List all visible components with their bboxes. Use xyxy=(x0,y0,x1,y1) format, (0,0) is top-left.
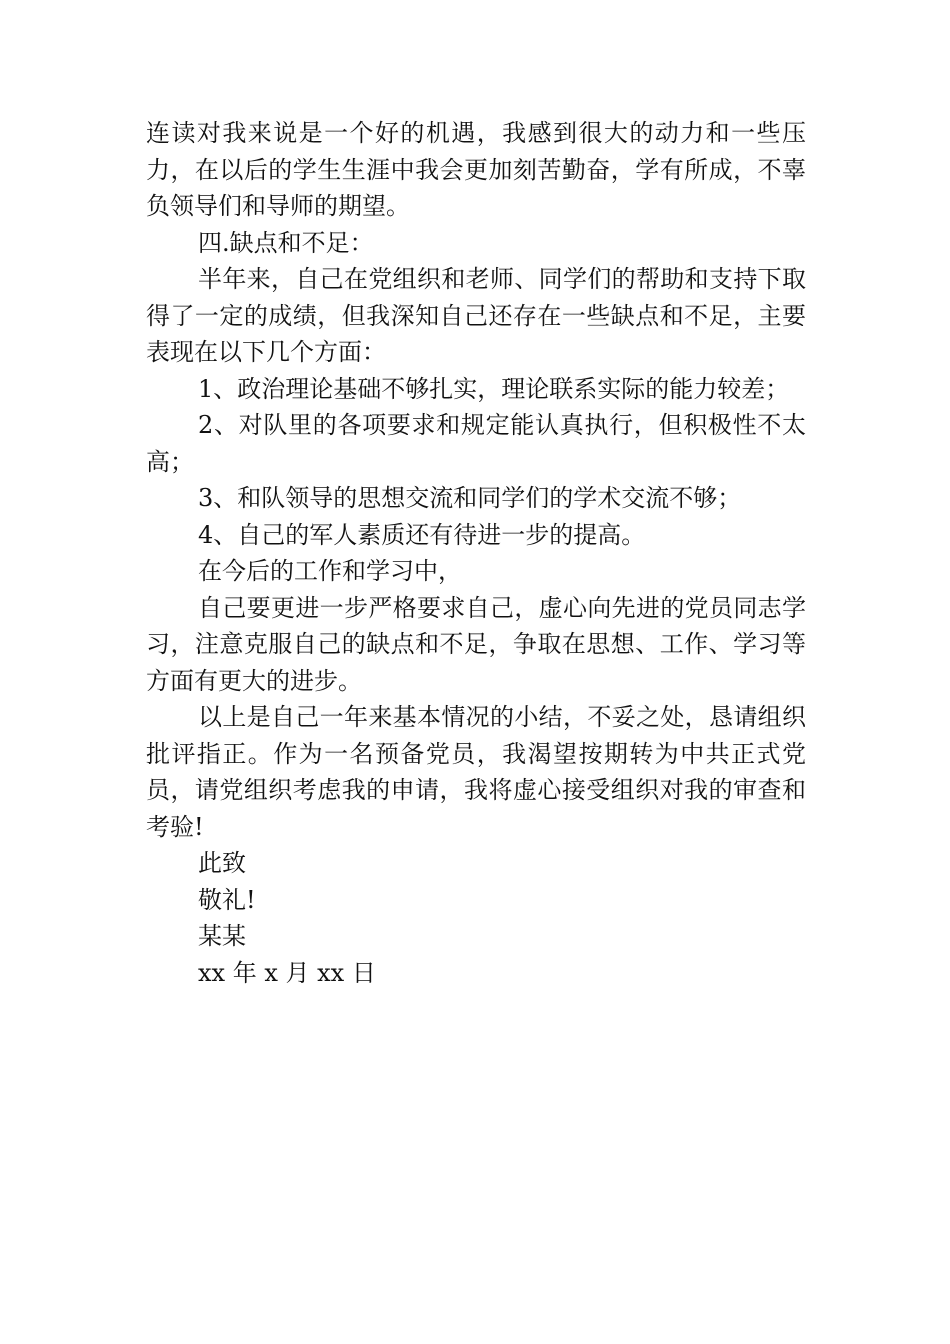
paragraph-continuation: 连读对我来说是一个好的机遇，我感到很大的动力和一些压力，在以后的学生生涯中我会更加刻苦勤奋，学有所成，不辜负领导们和导师的期望。 xyxy=(146,119,806,220)
list-item-1: 1、政治理论基础不够扎实，理论联系实际的能力较差； xyxy=(198,374,790,403)
document-body xyxy=(146,115,806,991)
list-item-4: 4、自己的军人素质还有待进一步的提高。 xyxy=(198,520,646,549)
signature-name: 某某 xyxy=(198,922,246,950)
paragraph-shortcomings-intro: 半年来，自己在党组织和老师、同学们的帮助和支持下取得了一定的成绩，但我深知自己还存在一些缺点和不足，主要表现在以下几个方面： xyxy=(146,265,806,366)
section-heading-shortcomings: 四.缺点和不足： xyxy=(198,228,374,257)
paragraph-future-goals: 自己要更进一步严格要求自己，虚心向先进的党员同志学习，注意克服自己的缺点和不足，争取在思想、工作、学习等方面有更大的进步。 xyxy=(146,593,806,695)
paragraph-conclusion: 以上是自己一年来基本情况的小结，不妥之处，恳请组织批评指正。作为一名预备党员，我渴望按期转为中共正式党员，请党组织考虑我的申请，我将虚心接受组织对我的审查和考验! xyxy=(146,703,806,841)
paragraph-future-intro: 在今后的工作和学习中， xyxy=(198,557,462,585)
list-item-3: 3、和队领导的思想交流和同学们的学术交流不够； xyxy=(198,484,742,512)
list-item-2: 2、对队里的各项要求和规定能认真执行，但积极性不太高； xyxy=(146,411,806,476)
closing-regards: 敬礼! xyxy=(198,885,256,914)
signature-date: xx 年 x 月 xx 日 xyxy=(198,958,376,987)
closing-salutation: 此致 xyxy=(198,849,246,877)
